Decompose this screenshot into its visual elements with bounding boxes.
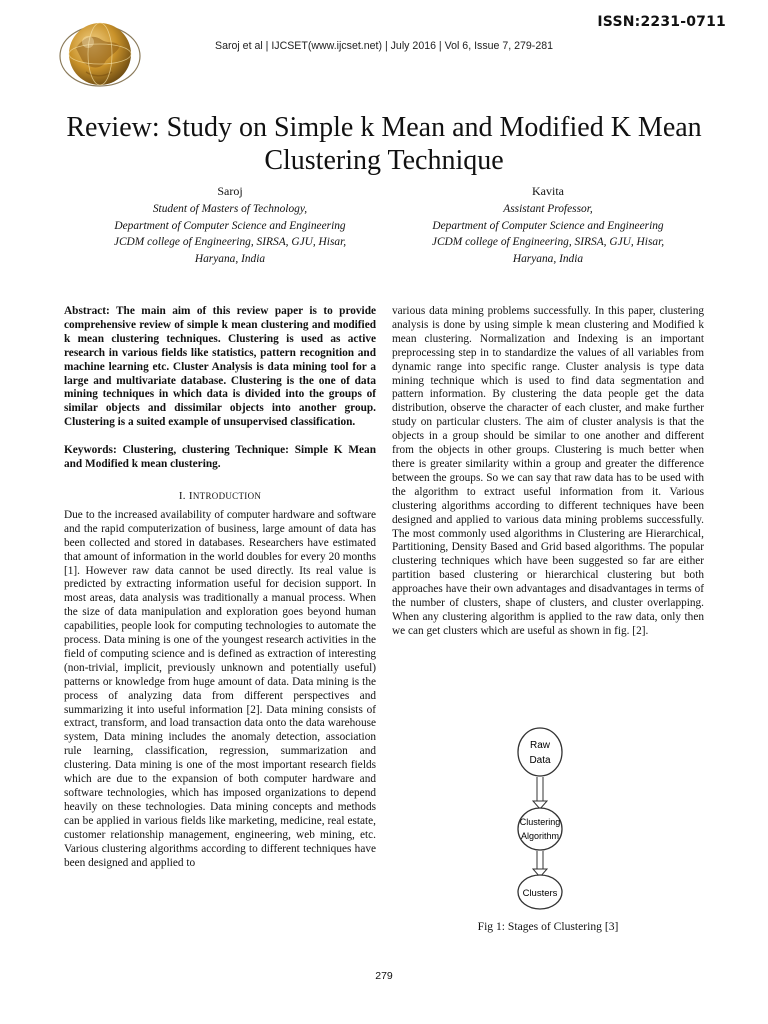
left-column	[64, 305, 376, 870]
author-affiliation-line: Department of Computer Science and Engineering	[114, 219, 346, 232]
author-affiliation-line: Haryana, India	[194, 252, 266, 265]
journal-globe-logo	[58, 12, 142, 96]
author-block-1	[80, 183, 380, 267]
clustering-stages-diagram	[480, 725, 600, 915]
node-raw-data	[518, 728, 562, 776]
node-clustering-algorithm-label-2: Algorithm	[520, 831, 560, 841]
author-affiliation-line: JCDM college of Engineering, SIRSA, GJU, Hisar,	[113, 236, 347, 249]
section-title-rest: NTRODUCTION	[192, 490, 262, 501]
section-heading-introduction	[64, 490, 376, 504]
figure-caption: Fig 1: Stages of Clustering [3]	[477, 920, 619, 933]
author-affiliation-line: Department of Computer Science and Engineering	[432, 219, 664, 232]
author-affiliation-line: JCDM college of Engineering, SIRSA, GJU, Hisar,	[431, 236, 665, 249]
node-clustering-algorithm	[518, 808, 562, 850]
section-number: I.	[178, 489, 186, 502]
author-affiliation-line: Haryana, India	[512, 252, 584, 265]
author-name: Saroj	[217, 184, 243, 198]
introduction-paragraph-left: Due to the increased availability of computer hardware and software and the rapid computerization of business, large amount of data has been collected and stored in databases. Researchers have estimated that amount of information in the world doubles for every 20 months [1]. However raw data cannot be used directly. Its real value is predicted by extracting information useful for decision support. In most areas, data analysis was traditionally a manual process. When the size of data manipulation and exploration goes beyond human capabilities, people look for computing technologies to automate the process. Data mining is one of the youngest research activities in the field of computing science and is defined as extraction of interesting (non-trivial, implicit, previously unknown and potentially useful) patterns or knowledge from huge amount of data. Data mining is the process of analyzing data from different perspectives and summarizing it into useful information [2]. Data mining consists of extract, transform, and load transaction data onto the data warehouse system, Data mining includes the anomaly detection, association rule learning, classification, regression, summarization and clustering. Data mining is one of the most important research fields which are due to the expansion of both computer hardware and software technologies, which has imposed organizations to depend heavily on these technologies. Data mining concepts and methods can be applied in various fields like marketing, medicine, real estate, customer relationship management, engineering, web mining, etc. Various clustering algorithms according to different techniques have been designed and applied to	[64, 508, 376, 869]
issn-label: ISSN:2231-0711	[597, 14, 726, 30]
introduction-paragraph-right: various data mining problems successfully. In this paper, clustering analysis is done by using simple k mean clustering and Modified k mean clustering. Normalization and Indexing is an important preprocessing step in to standardize the values of all variables from dynamic range into specific range. Cluster analysis is type data mining technique which is used to find data segmentation and pattern information. By clustering the data people get the data distribution, observe the character of each cluster, and make further study on particular clusters. The aim of cluster analysis is that the objects in a group should be similar to one another and different from the objects in other groups. Clustering is much better when there is greater similarity within a group and greater the difference between the groups. So we can say that raw data has to be used with the algorithm to extract useful information from it. Various clustering algorithms according to different techniques have been designed and applied to various data mining problems successfully. The most commonly used algorithms in Clustering are Hierarchical, Partitioning, Density Based and Grid based algorithms. The popular clustering techniques which have been suggested so far are either partition based clustering or hierarchical clustering but both approaches have their own advantages and disadvantages in terms of the number of clusters, shape of clusters, and cluster overlapping. When any clustering algorithm is applied to the raw data, only then we can get clusters which are useful as shown in fig. [2].	[392, 305, 704, 637]
right-column	[392, 305, 704, 639]
node-clustering-algorithm-label-1: Clustering	[519, 817, 561, 827]
node-clusters-label: Clusters	[522, 888, 558, 899]
author-affiliation-line: Assistant Professor,	[503, 203, 593, 216]
running-head: Saroj et al | IJCSET(www.ijcset.net) | July 2016 | Vol 6, Issue 7, 279-281	[215, 40, 553, 52]
node-raw-data-label-2: Data	[529, 755, 551, 766]
keywords: Keywords: Clustering, clustering Technique: Simple K Mean and Modified k mean clustering.	[64, 444, 376, 471]
paper-title: Review: Study on Simple k Mean and Modified K Mean Clustering Technique	[66, 111, 702, 176]
author-name: Kavita	[532, 184, 564, 198]
node-raw-data-label-1: Raw	[529, 740, 551, 751]
section-title-initial: I	[188, 489, 193, 502]
author-block-2	[398, 183, 698, 267]
author-affiliation-line: Student of Masters of Technology,	[152, 203, 308, 216]
page-number: 279	[375, 970, 393, 982]
abstract: Abstract: The main aim of this review paper is to provide comprehensive review of simple k mean clustering and modified k mean clustering techniques. Clustering is used as active research in various fields like statistics, pattern recognition and machine learning etc. Cluster Analysis is data mining tool for a large and multivariate database. Clustering is the one of data mining techniques in which data is divided into the groups of similar objects and dissimilar objects into another group. Clustering is a suited example of unsupervised classification.	[64, 305, 376, 429]
